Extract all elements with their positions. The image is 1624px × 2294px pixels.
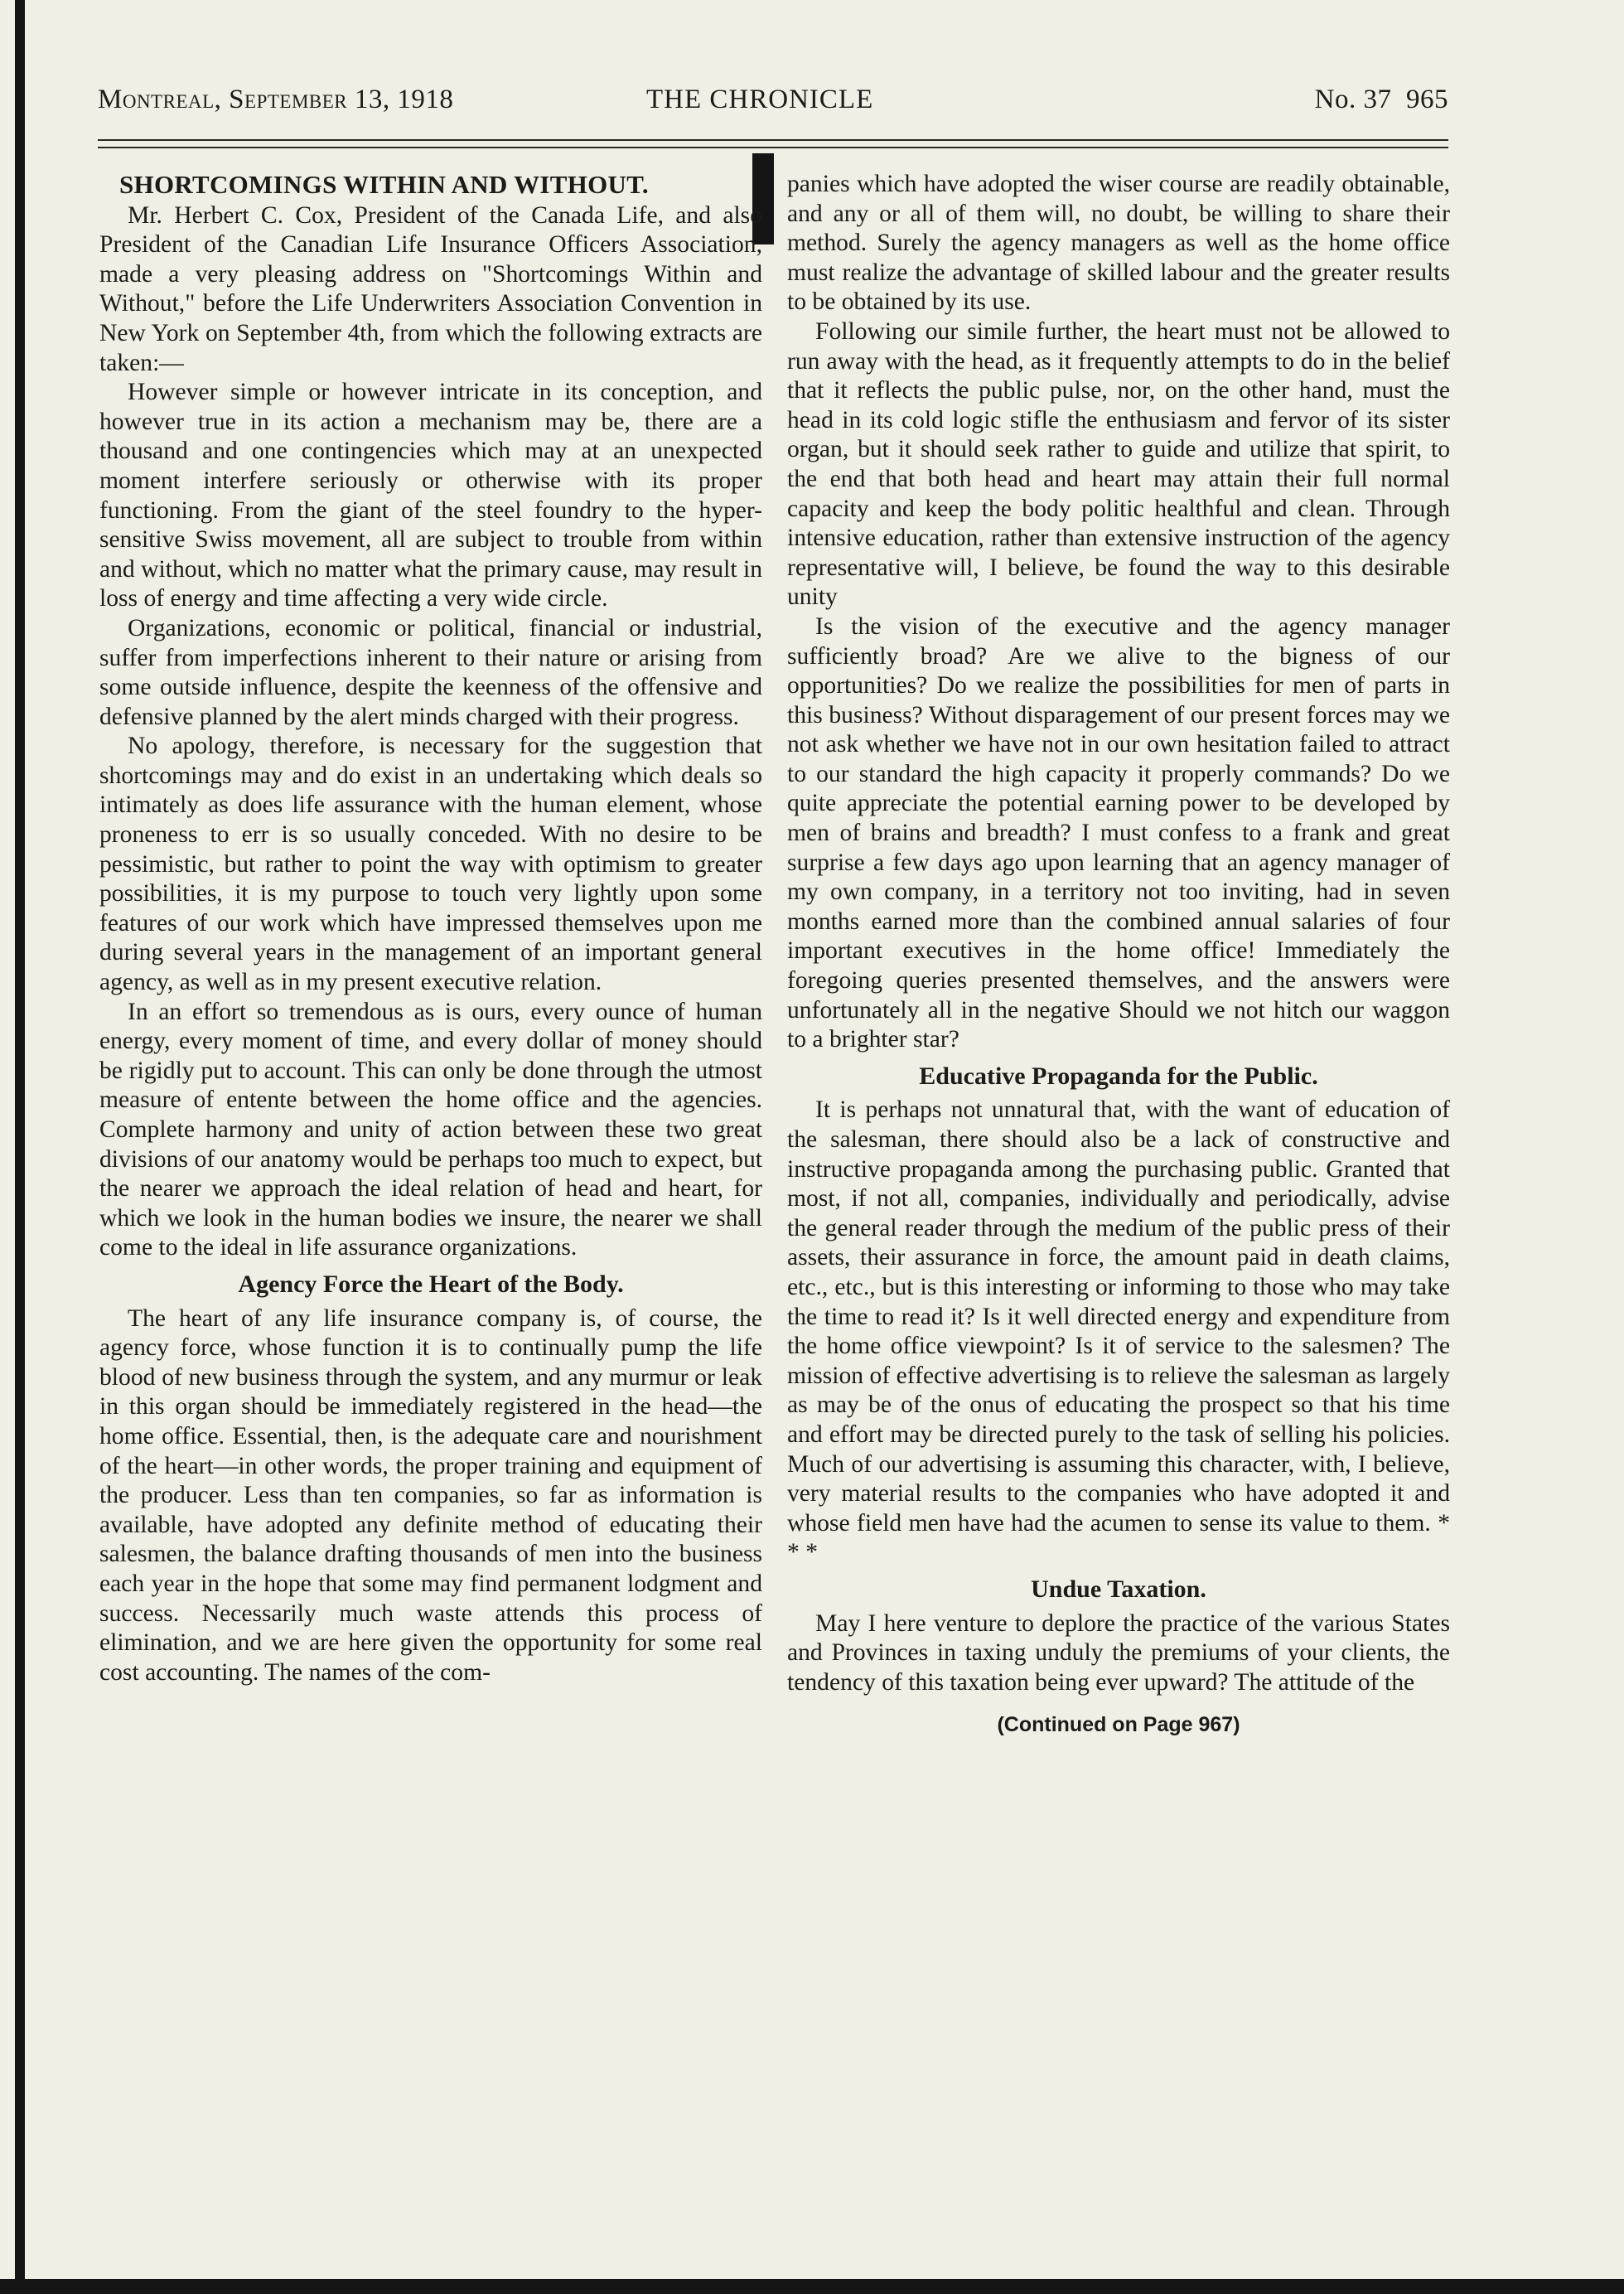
paragraph: However simple or however intricate in its conception, and however true in its action a mechanism may be, there are a thousand and one contingencies which may at an unexpected moment interfere seriously or otherwise with its proper functioning. From the giant of the steel foundry to the hyper-sensitive Swiss movement, all are subject to trouble from within and without, which no matter what the primary cause, may result in loss of energy and time affecting a very wide circle. xyxy=(99,379,762,612)
paragraph: May I here venture to deplore the practice of the various States and Provinces in taxing unduly the premiums of your clients, the tendency of this taxation being ever upward? The attitude of the xyxy=(787,1609,1450,1696)
scan-left-border xyxy=(15,0,25,2294)
header-place-date: Montreal, September 13, 1918 xyxy=(98,85,454,114)
paragraph: Mr. Herbert C. Cox, President of the Canada Life, and also President of the Canadian Life Insurance Officers Association, made a very pleasing address on "Shortcomings Within and Without," before the Life Underwriters Association Convention in New York on September 4th, from which the following extracts are taken:— xyxy=(99,201,762,376)
running-header xyxy=(98,80,1448,126)
header-issue-page xyxy=(1315,85,1448,115)
header-issue-number: No. 37 xyxy=(1314,85,1392,114)
section-heading-agency: Agency Force the Heart of the Body. xyxy=(238,1270,624,1298)
section-heading-educative: Educative Propaganda for the Public. xyxy=(919,1062,1318,1090)
scan-bottom-border xyxy=(0,2279,1624,2294)
paragraph: In an effort so tremendous as is ours, every ounce of human energy, every moment of time, and every dollar of money should be rigidly put to account. This can only be done through the utmost measure of entente between the home office and the agencies. Complete harmony and unity of action between these two great divisions of our anatomy would be perhaps too much to expect, but the nearer we approach the ideal relation of head and heart, for which we look in the human bodies we insure, the nearer we shall come to the ideal in life assurance organizations. xyxy=(99,998,762,1261)
paragraph: The heart of any life insurance company is, of course, the agency force, whose function it is to continually pump the life blood of new business through the system, and any murmur or leak in this organ should be immediately registered in the head—the home office. Essential, then, is the adequate care and nourishment of the heart—in other words, the proper training and equipment of the producer. Less than ten companies, so far as information is available, have adopted any definite method of educating their salesmen, the balance drafting thousands of men into the business each year in the hope that some may find permanent lodgment and success. Necessarily much waste attends this process of elimination, and we are here given the opportunity for some real cost accounting. The names of the com- xyxy=(99,1304,762,1686)
left-column xyxy=(99,170,762,1687)
paragraph: panies which have adopted the wiser course are readily obtainable, and any or all of them will, no doubt, be willing to share their method. Surely the agency managers as well as the home office must realize the advantage of skilled labour and the greater results to be obtained by its use. xyxy=(787,171,1450,316)
article-title: SHORTCOMINGS WITHIN AND WITHOUT. xyxy=(119,170,649,199)
paragraph: No apology, therefore, is necessary for the suggestion that shortcomings may and do exist in an undertaking which deals so intimately as does life assurance with the human element, whose proneness to err is so usually conceded. With no desire to be pessimistic, but rather to point the way with optimism to greater possibilities, it is my purpose to touch very lightly upon some features of our work which have impressed themselves upon me during several years in the management of an important general agency, as well as in my present executive relation. xyxy=(99,733,762,996)
right-column xyxy=(787,170,1450,1740)
paragraph: Is the vision of the executive and the agency manager sufficiently broad? Are we alive to the bigness of our opportunities? Do we realize the possibilities for men of parts in this business? Without disparagement of our present forces may we not ask whether we have not in our own hesitation failed to attract to our standard the high capacity it properly commands? Do we quite appreciate the potential earning power to be developed by men of brains and breadth? I must confess to a frank and great surprise a few days ago upon learning that an agency manager of my own company, in a territory not too inviting, had in seven months earned more than the combined annual salaries of four important executives in the home office! Immediately the foregoing queries presented themselves, and the answers were unfortunately all in the negative Should we not hitch our waggon to a brighter star? xyxy=(787,612,1450,1053)
header-journal-title: THE CHRONICLE xyxy=(646,85,874,114)
section-heading-taxation: Undue Taxation. xyxy=(1031,1575,1206,1603)
header-double-rule xyxy=(98,139,1448,148)
paragraph: It is perhaps not unnatural that, with the want of education of the salesman, there should also be a lack of constructive and instructive propaganda among the purchasing public. Granted that most, if not all, companies, individually and periodically, advise the general reader through the medium of the public press of their assets, their assurance in force, the amount paid in death claims, etc., etc., but is this interesting or informing to those who may take the time to read it? Is it well directed energy and expenditure from the home office viewpoint? Is it of service to the salesmen? The mission of effective advertising is to relieve the salesman as largely as may be of the onus of educating the prospect so that his time and effort may be directed purely to the task of selling his policies. Much of our advertising is assuming this character, with, I believe, very material results to the companies who have adopted it and whose field men have had the acumen to sense its value to them. * * * xyxy=(787,1096,1450,1566)
header-page-number: 965 xyxy=(1406,85,1448,114)
paragraph: Organizations, economic or political, financial or industrial, suffer from imperfections inherent to their nature or arising from some outside influence, despite the keenness of the offensive and defensive planned by the alert minds charged with their progress. xyxy=(99,614,762,730)
continued-notice: (Continued on Page 967) xyxy=(997,1713,1240,1737)
paragraph: Following our simile further, the heart must not be allowed to run away with the head, as it frequently attempts to do in the belief that it reflects the public pulse, nor, on the other hand, must the head in its cold logic stifle the enthusiasm and fervor of its sister organ, but it should seek rather to guide and utilize that spirit, to the end that both head and heart may attain their full normal capacity and keep the body politic healthful and clean. Through intensive education, rather than extensive instruction of the agency representative will, I believe, be found the way to this desirable unity xyxy=(787,317,1450,611)
